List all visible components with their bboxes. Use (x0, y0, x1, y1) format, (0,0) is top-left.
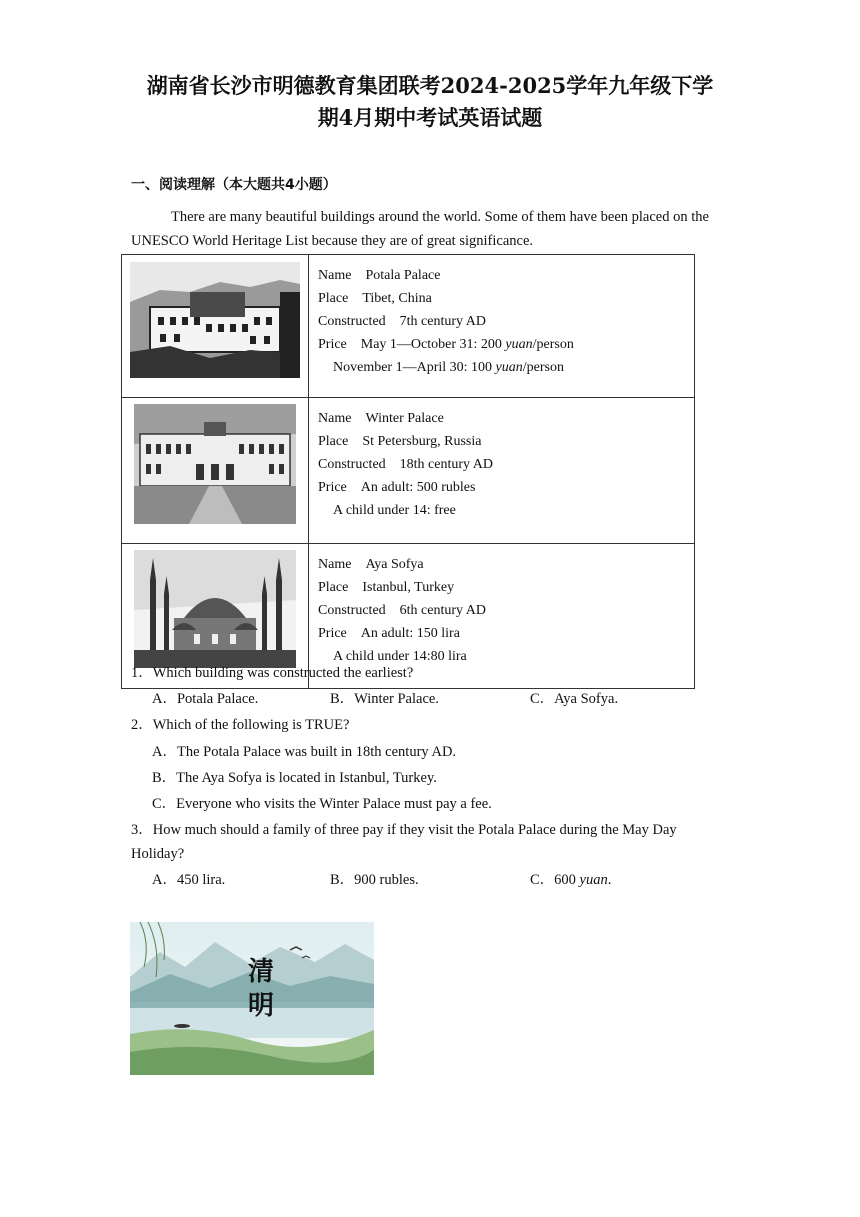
aya-sofya-info: Name Aya Sofya Place Istanbul, Turkey Constructed 6th century AD Price An adult: 150 lira A child under 14:80 lira (309, 544, 695, 689)
svg-text:清: 清 (248, 957, 275, 987)
question-3: 3．How much should a family of three pay if they visit the Potala Palace during the May Day Holiday? (131, 822, 677, 862)
option-3b[interactable]: B．900 rubles. (330, 872, 419, 888)
building-place: Istanbul, Turkey (362, 580, 455, 595)
building-name: Winter Palace (365, 411, 444, 426)
option-1a[interactable]: A．Potala Palace. (152, 691, 259, 707)
winter-palace-image (130, 404, 300, 524)
option-3c[interactable]: C．600 yuan. (530, 872, 612, 888)
qingming-illustration (130, 922, 374, 1075)
option-3a[interactable]: A．450 lira. (152, 872, 226, 888)
option-1b[interactable]: B．Winter Palace. (330, 691, 439, 707)
table-row (122, 398, 695, 544)
building-constructed: 6th century AD (399, 603, 486, 618)
option-2c[interactable]: C．Everyone who visits the Winter Palace must pay a fee. (152, 796, 492, 812)
table-row (122, 255, 695, 398)
building-place: Tibet, China (362, 291, 432, 306)
buildings-table (121, 254, 695, 689)
aya-sofya-image (130, 550, 300, 668)
winter-palace-info: Name Winter Palace Place St Petersburg, Russia Constructed 18th century AD Price An adult: 500 rubles A child under 14: free (309, 398, 695, 544)
building-constructed: 18th century AD (399, 457, 493, 472)
page-title: 湖南省长沙市明德教育集团联考2024-2025学年九年级下学 期4月期中考试英语试题 (146, 73, 714, 130)
qingming-poster (130, 922, 374, 1075)
intro-paragraph: There are many beautiful buildings around the world. Some of them have been placed on the UNESCO World Heritage List because they are of great significance. (131, 209, 709, 249)
option-2b[interactable]: B．The Aya Sofya is located in Istanbul, Turkey. (152, 770, 437, 786)
building-name: Potala Palace (365, 268, 441, 283)
building-constructed: 7th century AD (399, 314, 486, 329)
question-1: 1．Which building was constructed the earliest? (131, 665, 414, 681)
svg-text:明: 明 (248, 991, 275, 1021)
building-name: Aya Sofya (365, 557, 424, 572)
potala-palace-info: Name Potala Palace Place Tibet, China Constructed 7th century AD Price May 1—October 31: 200 yuan/person November 1—April 30: 100 yuan/person (309, 255, 695, 398)
option-2a[interactable]: A．The Potala Palace was built in 18th century AD. (152, 744, 457, 760)
potala-palace-image (130, 262, 300, 378)
section-heading: 一、阅读理解（本大题共4小题） (131, 177, 337, 193)
building-place: St Petersburg, Russia (362, 434, 482, 449)
question-2: 2．Which of the following is TRUE? (131, 717, 350, 733)
option-1c[interactable]: C．Aya Sofya. (530, 691, 619, 707)
